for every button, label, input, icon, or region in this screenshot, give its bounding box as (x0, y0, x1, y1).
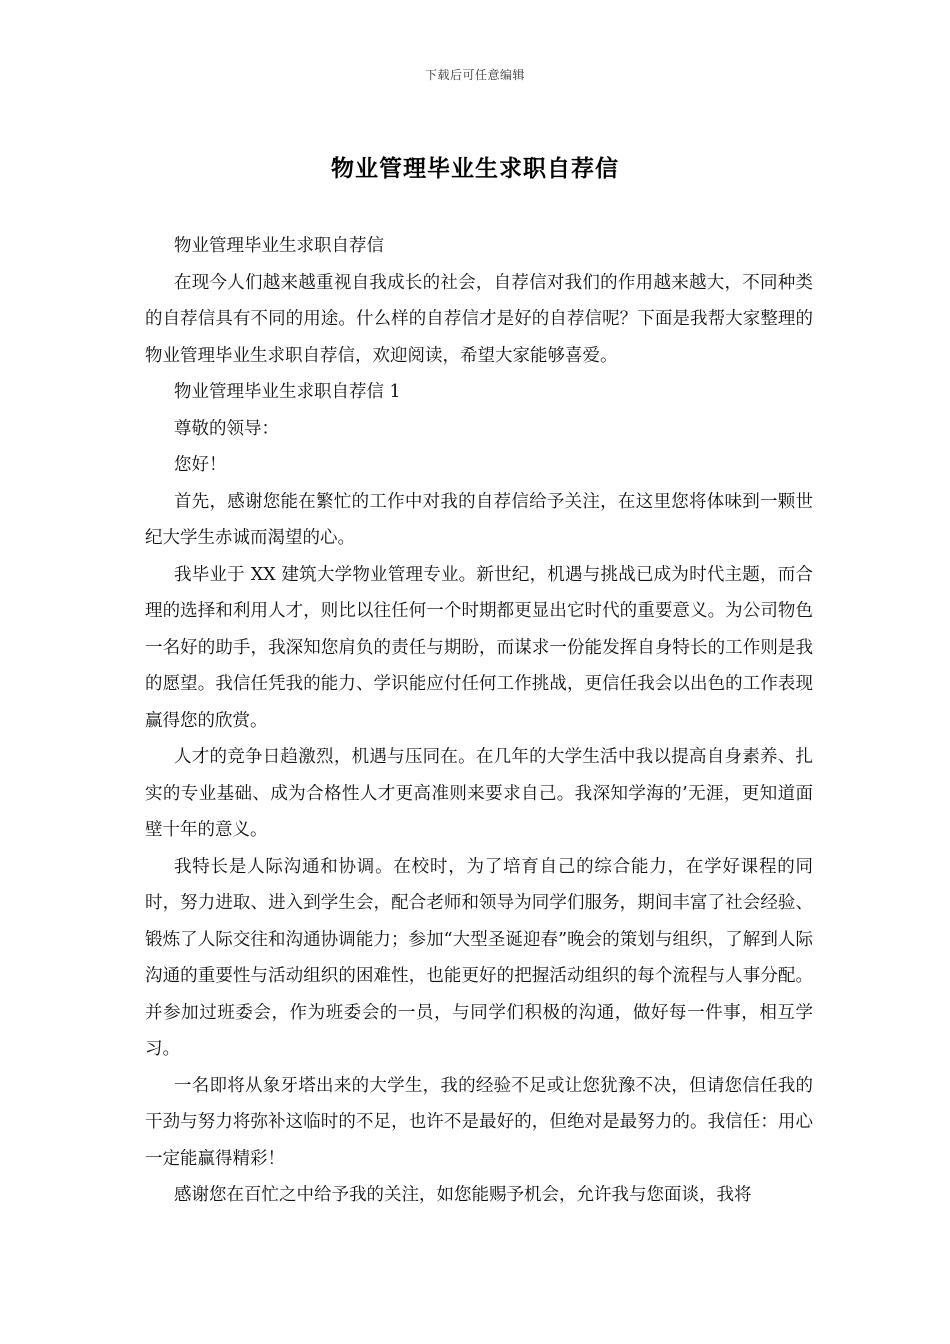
paragraph-body: 人才的竞争日趋激烈，机遇与压同在。在几年的大学生活中我以提高自身素养、扎实的专业基础、成为合格性人才更高准则来要求自己。我深知学海的’无涯，更知道面壁十年的意义。 (145, 747, 813, 840)
header-note: 下载后可任意编辑 (424, 68, 525, 82)
paragraph-letter-heading: 物业管理毕业生求职自荐信 1 (174, 382, 401, 402)
paragraph-body: 一名即将从象牙塔出来的大学生，我的经验不足或让您犹豫不决，但请您信任我的干劲与努力将弥补这临时的不足，也许不是最好的，但绝对是最努力的。我信任：用心一定能赢得精彩！ (145, 1075, 813, 1169)
paragraph-body: 我特长是人际沟通和协调。在校时，为了培育自己的综合能力，在学好课程的同时，努力进取、进入到学生会，配合老师和领导为同学们服务，期间丰富了社会经验、锻炼了人际交往和沟通协调能力；参加“大型圣诞迎春”晚会的策划与组织，了解到人际沟通的重要性与活动组织的困难性，也能更好的把握活动组织的每个流程与人事分配。并参加过班委会，作为班委会的一员，与同学们积极的沟通，做好每一件事，相互学习。 (145, 856, 813, 1059)
paragraph-greeting: 您好！ (174, 455, 227, 475)
document-body (145, 228, 813, 1214)
document-title: 物业管理毕业生求职自荐信 (331, 156, 619, 182)
paragraph-subtitle: 物业管理毕业生求职自荐信 (174, 236, 384, 256)
paragraph-intro: 在现今人们越来越重视自我成长的社会，自荐信对我们的作用越来越大，不同种类的自荐信具有不同的用途。什么样的自荐信才是好的自荐信呢？下面是我帮大家整理的物业管理毕业生求职自荐信，欢迎阅读，希望大家能够喜爱。 (145, 272, 813, 366)
paragraph-body: 我毕业于 XX 建筑大学物业管理专业。新世纪，机遇与挑战已成为时代主题，而合理的选择和利用人才，则比以往任何一个时期都更显出它时代的重要意义。为公司物色一名好的助手，我深知您肩负的责任与期盼，而谋求一份能发挥自身特长的工作则是我的愿望。我信任凭我的能力、学识能应付任何工作挑战，更信任我会以出色的工作表现赢得您的欣赏。 (145, 564, 813, 731)
paragraph-body: 感谢您在百忙之中给予我的关注，如您能赐予机会，允许我与您面谈，我将 (174, 1185, 752, 1205)
paragraph-salutation: 尊敬的领导： (174, 418, 279, 439)
paragraph-body: 首先，感谢您能在繁忙的工作中对我的自荐信给予关注，在这里您将体味到一颗世纪大学生赤诚而渴望的心。 (145, 491, 813, 548)
